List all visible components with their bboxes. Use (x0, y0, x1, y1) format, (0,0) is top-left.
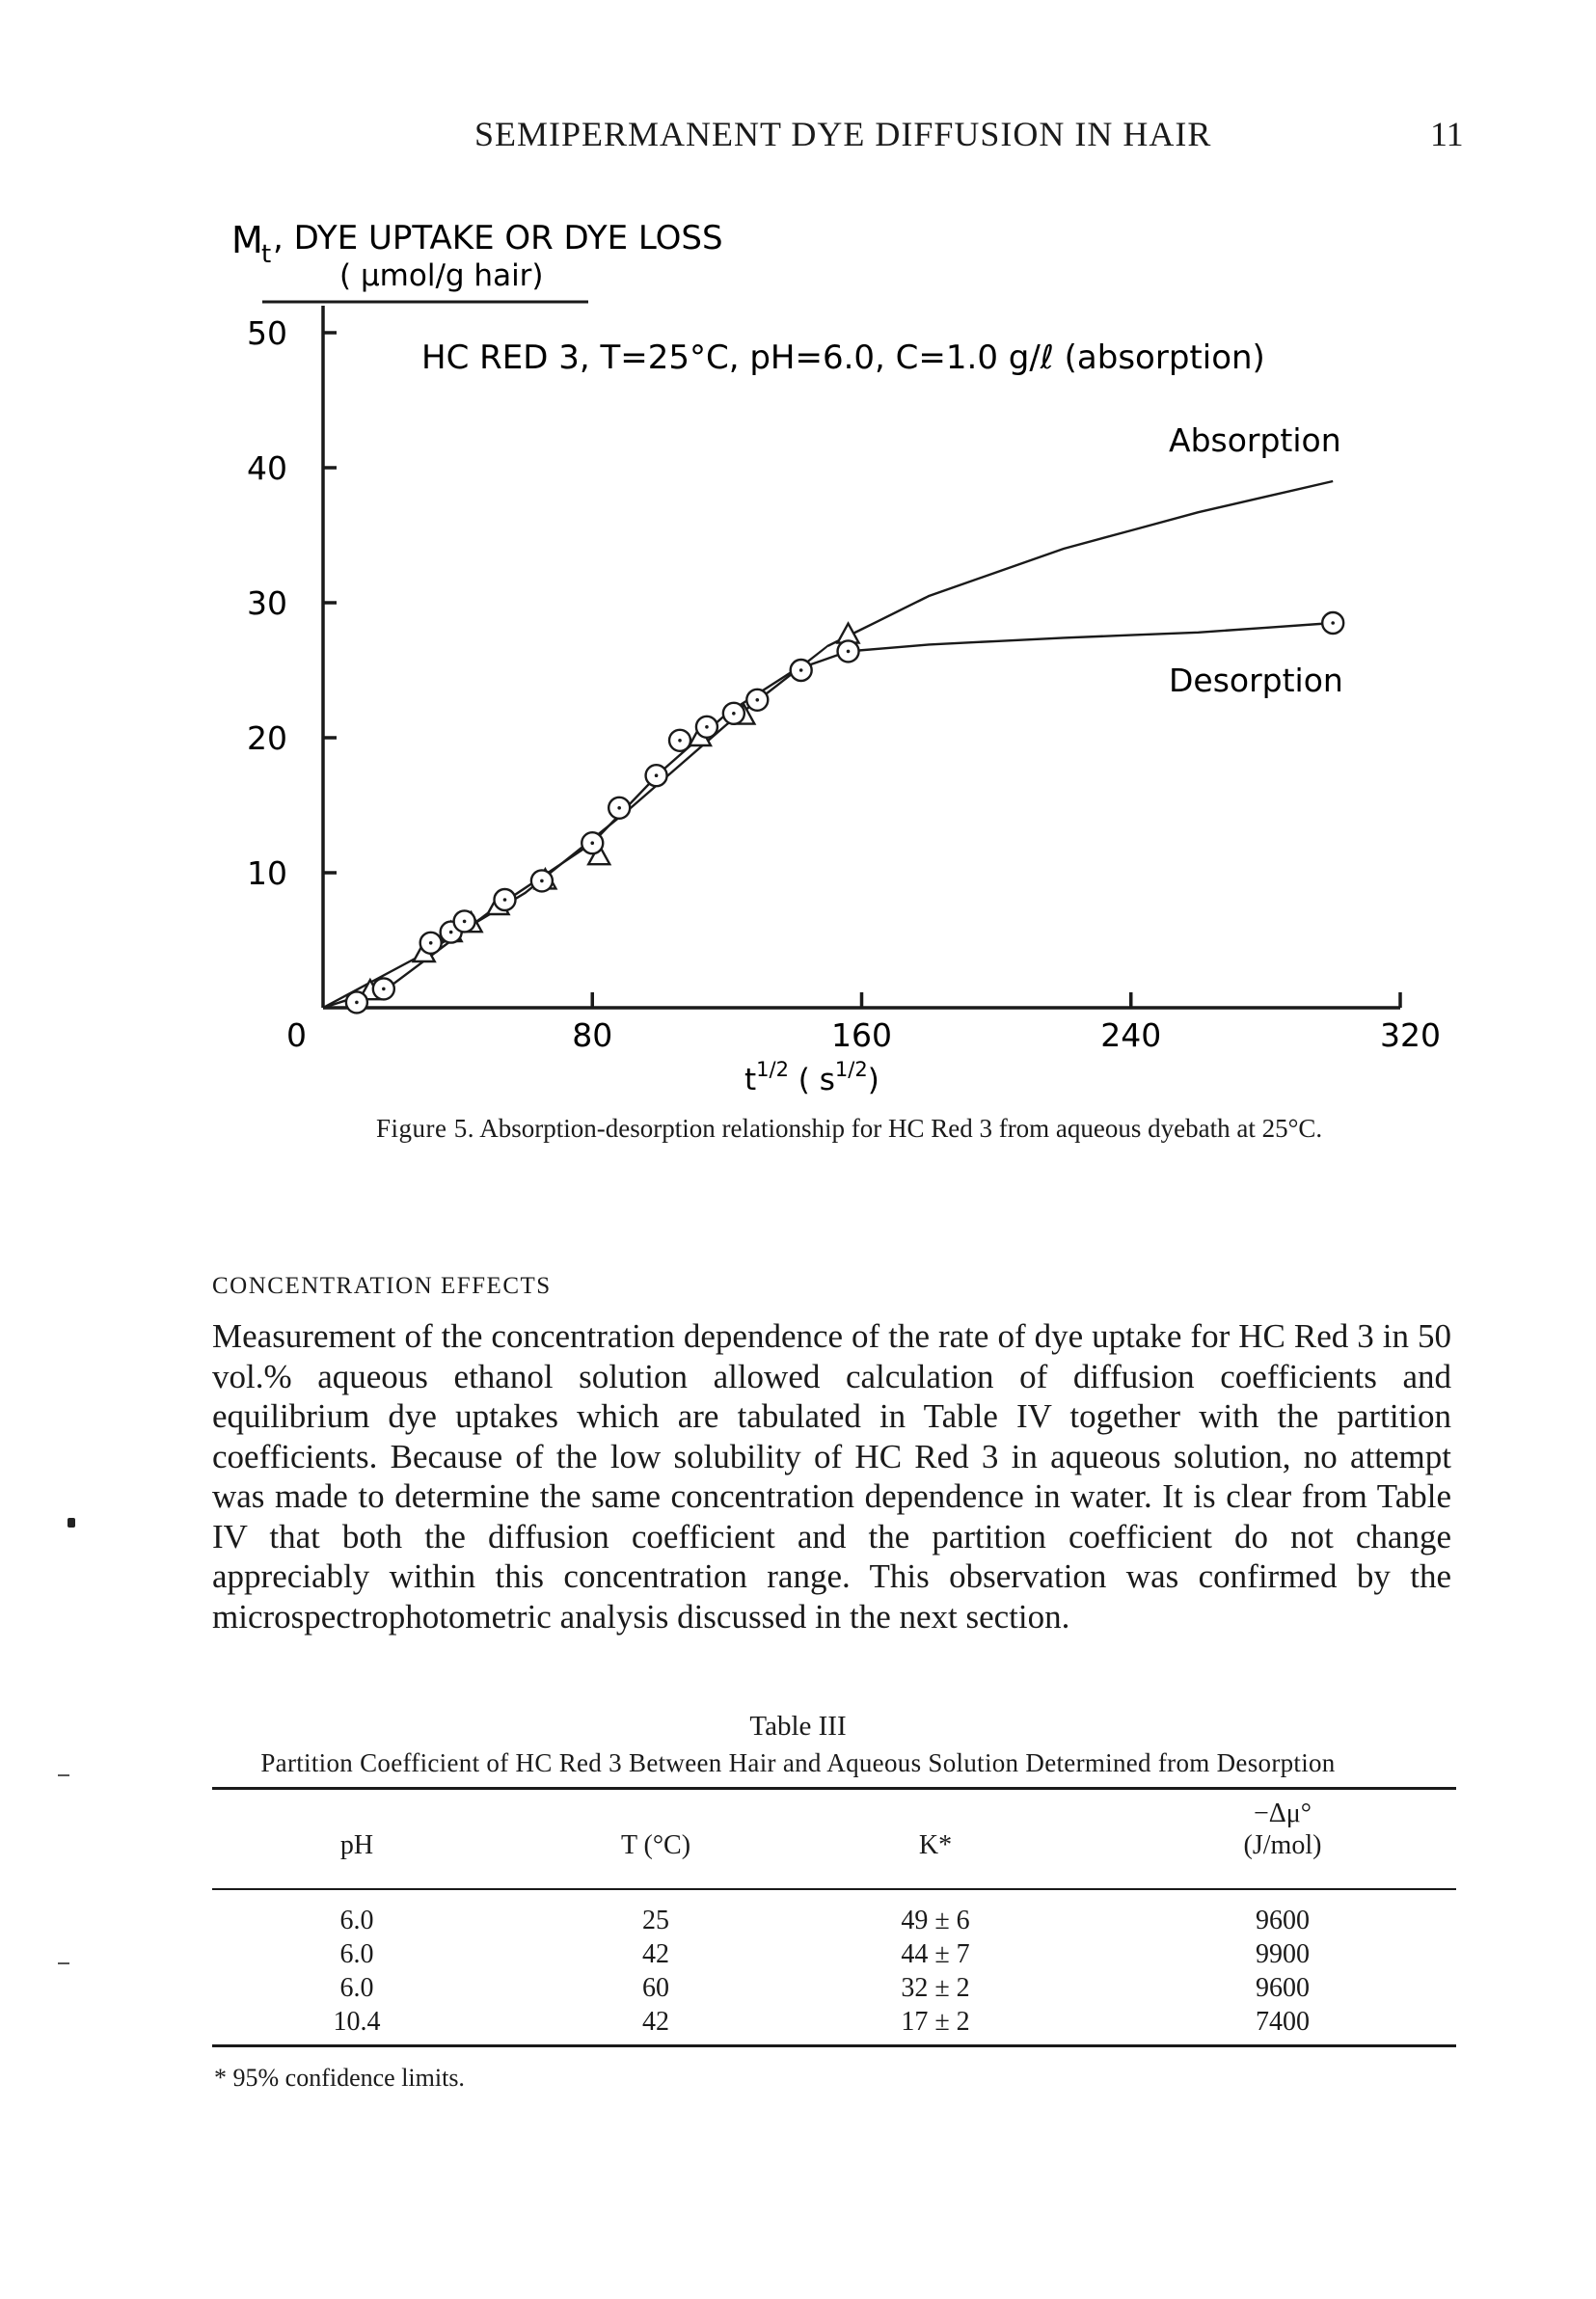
y-axis-units: ( μmol/g hair) (339, 258, 544, 293)
table-footnote: * 95% confidence limits. (214, 2064, 465, 2092)
x-tick-label: 160 (831, 1016, 892, 1054)
y-tick-label: 40 (247, 449, 287, 487)
cell-delta-mu: 7400 (1256, 2007, 1310, 2037)
body-paragraph: Measurement of the concentration dependence of the rate of dye uptake for HC Red 3 in 50 vol.% aqueous ethanol solution allowed calculation of diffusion coefficients and equilibrium dye uptakes which are tabulated in Table IV together with the partition coefficients. Because of the low solubility of HC Red 3 in aqueous solution, no attempt was made to determine the same concentration dependence in water. It is clear from Table IV that both the diffusion coefficient and the partition coefficient do not change appreciably within this concentration range. This observation was confirmed by the microspectrophotometric analysis discussed in the next section. (212, 1317, 1451, 1636)
cell-temperature: 25 (642, 1906, 669, 1935)
desorption-point-dot (382, 987, 386, 991)
desorption-point-dot (449, 931, 453, 934)
desorption-point-dot (732, 712, 736, 716)
figure-caption (376, 1114, 1322, 1144)
table-subtitle: Partition Coefficient of HC Red 3 Between Hair and Aqueous Solution Determined from Desorption (260, 1748, 1336, 1777)
chart-title: HC RED 3, T=25°C, pH=6.0, C=1.0 g/ℓ (absorption) (421, 338, 1265, 377)
desorption-point-dot (540, 879, 544, 883)
table-top-rule (212, 1787, 1456, 1790)
page-number: 11 (1430, 115, 1464, 153)
cell-k: 44 ± 7 (901, 1939, 970, 1969)
y-tick-label: 20 (247, 719, 287, 757)
desorption-point-dot (755, 698, 759, 702)
cell-temperature: 42 (642, 1939, 669, 1969)
cell-temperature: 42 (642, 2007, 669, 2037)
margin-mark (68, 1518, 75, 1528)
cell-k: 32 ± 2 (901, 1973, 970, 2003)
desorption-point-dot (705, 725, 709, 729)
desorption-point-dot (1331, 621, 1335, 625)
cell-ph: 6.0 (339, 1973, 374, 2003)
margin-mark (58, 1774, 69, 1776)
cell-delta-mu: 9600 (1256, 1973, 1310, 2003)
col-header-delta-mu: −Δμ° (1253, 1799, 1312, 1828)
section-heading: CONCENTRATION EFFECTS (212, 1273, 552, 1299)
desorption-point-dot (847, 650, 851, 654)
x-tick-label: 240 (1100, 1016, 1162, 1054)
y-axis-label: , DYE UPTAKE OR DYE LOSS (273, 219, 723, 257)
y-axis-label-subscript: t (261, 240, 272, 269)
desorption-point-dot (678, 739, 682, 743)
col-header-ph: pH (339, 1830, 374, 1860)
cell-delta-mu: 9900 (1256, 1939, 1310, 1969)
cell-ph: 6.0 (339, 1906, 374, 1935)
x-axis-label: $t^{1/2}$ ( $s^{1/2}$) (744, 1058, 879, 1097)
desorption-point-dot (503, 898, 507, 902)
desorption-point-dot (429, 941, 433, 945)
cell-k: 17 ± 2 (901, 2007, 970, 2037)
absorption-annotation: Absorption (1169, 421, 1341, 459)
table-header-rule (212, 1888, 1456, 1890)
caption-label: Figure 5. (376, 1114, 474, 1143)
margin-mark (58, 1962, 69, 1964)
x-tick-label: 0 (286, 1016, 307, 1054)
table-bottom-rule (212, 2044, 1456, 2047)
col-header-units: (J/mol) (1243, 1830, 1322, 1860)
figure-5-chart (0, 0, 1596, 1119)
cell-ph: 10.4 (333, 2007, 381, 2037)
y-axis-label-mt: M (231, 219, 263, 261)
desorption-point-dot (655, 773, 659, 777)
x-tick-label: 320 (1380, 1016, 1441, 1054)
desorption-point-dot (617, 806, 621, 810)
y-tick-label: 50 (247, 314, 287, 352)
desorption-annotation: Desorption (1169, 662, 1343, 699)
cell-k: 49 ± 6 (901, 1906, 970, 1935)
col-header-temperature: T (°C) (620, 1830, 691, 1860)
table-title: Table III (749, 1711, 847, 1742)
caption-text: Absorption-desorption relationship for HC Red 3 from aqueous dyebath at 25°C. (479, 1114, 1323, 1143)
y-tick-label: 30 (247, 584, 287, 622)
desorption-point-dot (355, 1001, 359, 1005)
desorption-point-dot (590, 841, 594, 845)
desorption-point-dot (463, 920, 467, 924)
col-header-k: K* (918, 1830, 953, 1860)
x-tick-label: 80 (572, 1016, 613, 1054)
cell-temperature: 60 (642, 1973, 669, 2003)
y-tick-label: 10 (247, 854, 287, 892)
running-title: SEMIPERMANENT DYE DIFFUSION IN HAIR (474, 115, 1212, 153)
cell-ph: 6.0 (339, 1939, 374, 1969)
desorption-point-dot (799, 668, 803, 672)
cell-delta-mu: 9600 (1256, 1906, 1310, 1935)
